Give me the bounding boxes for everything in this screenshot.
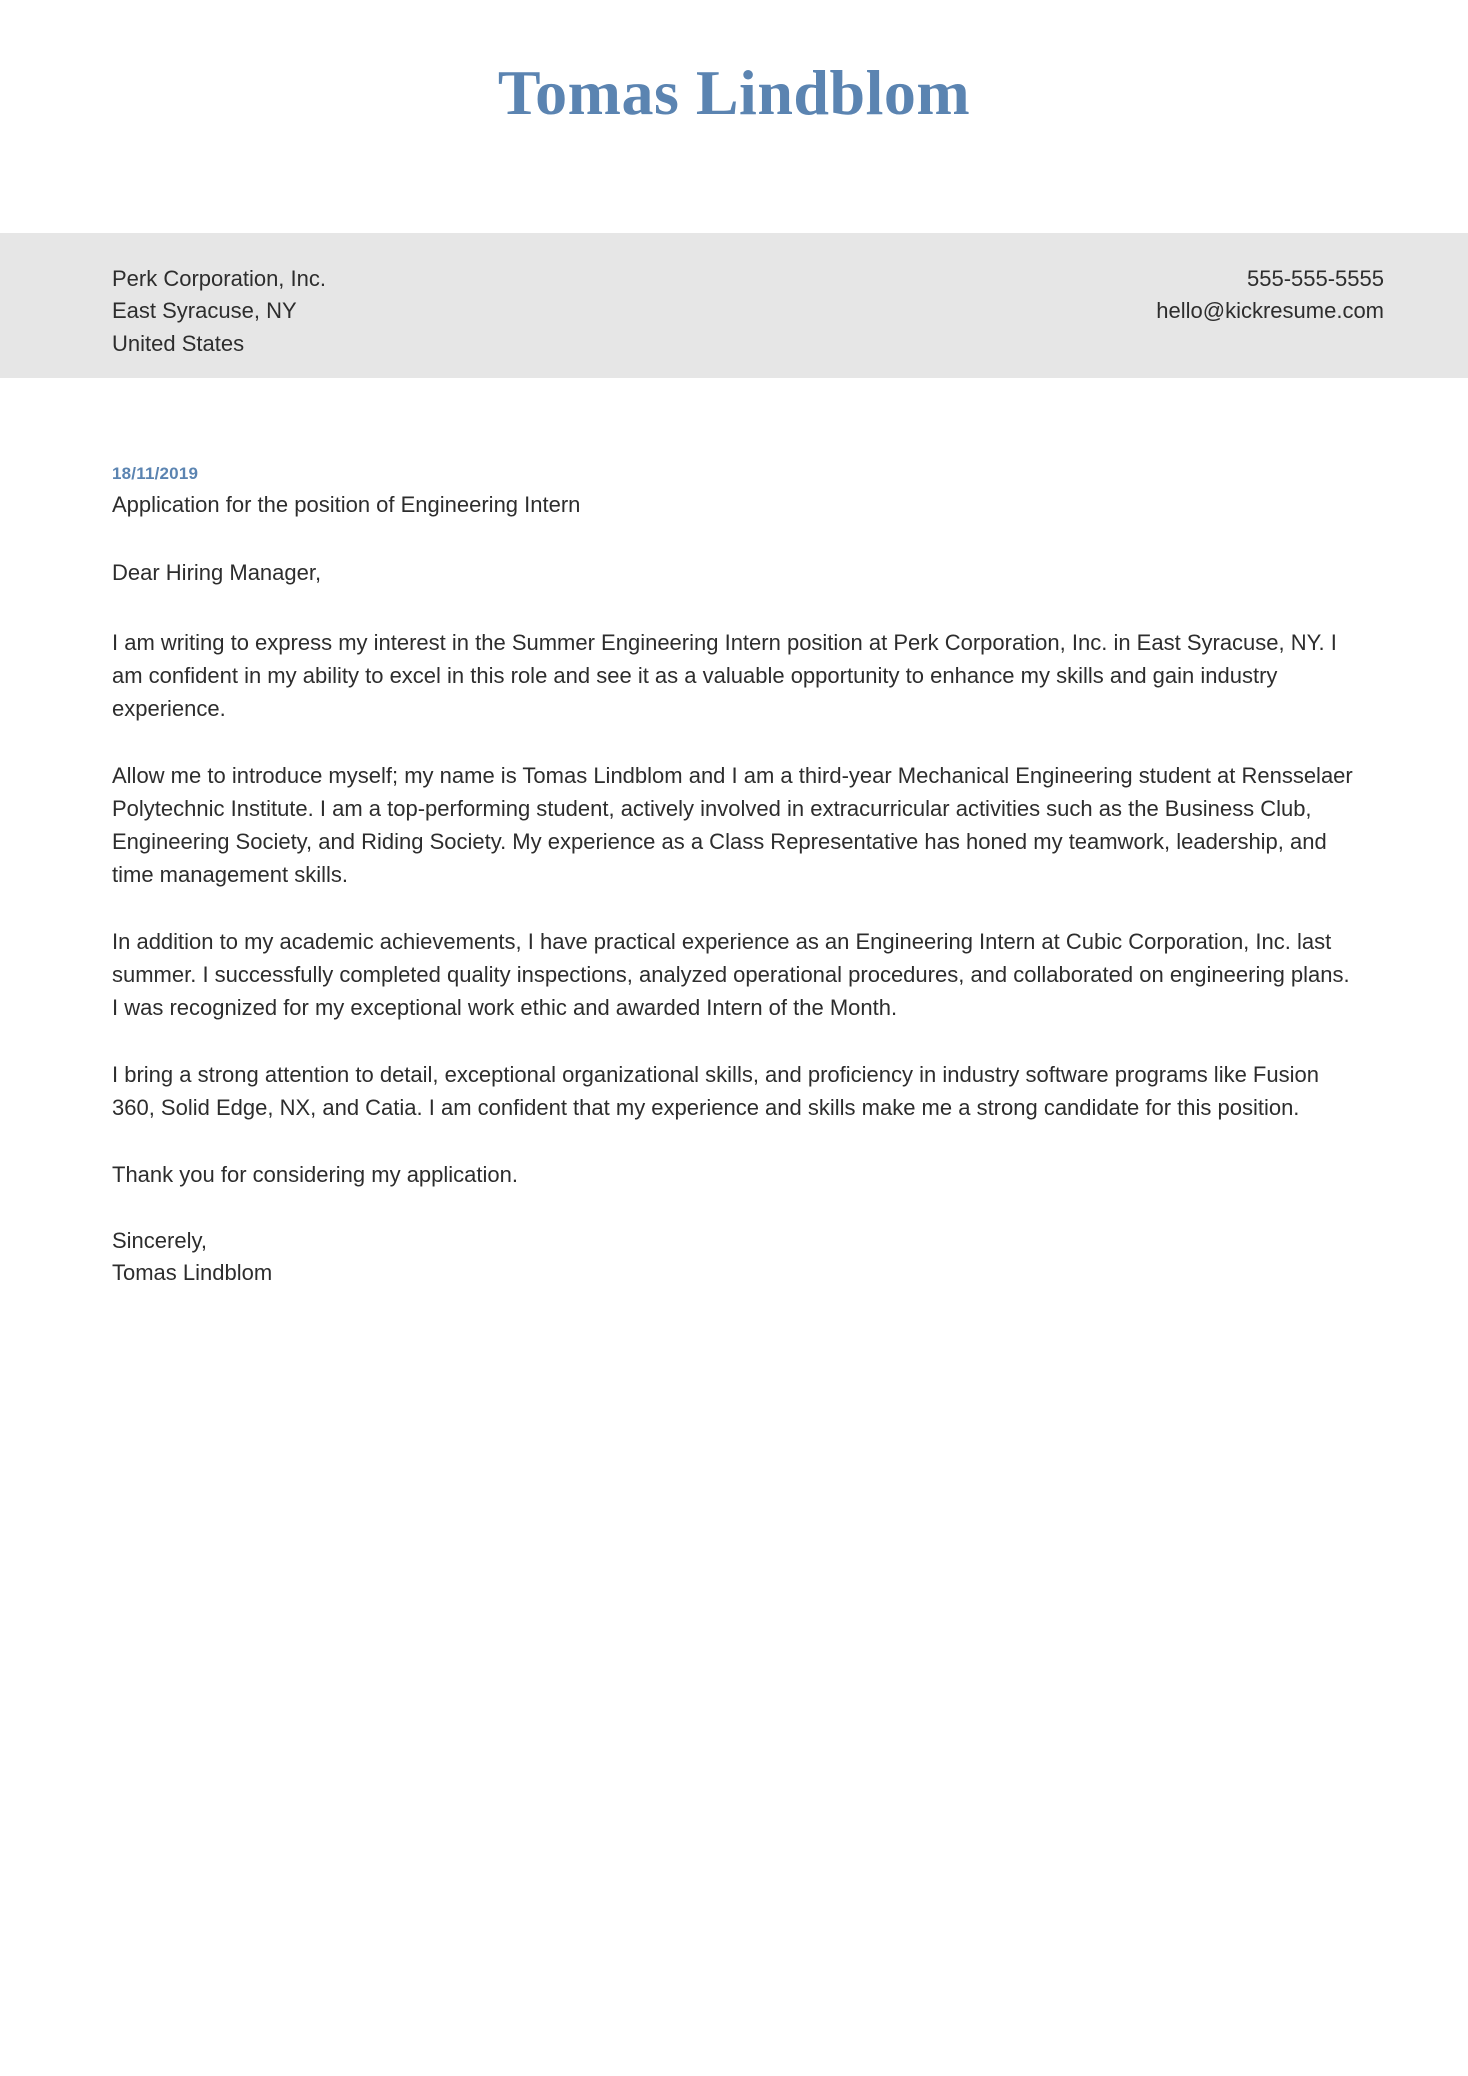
letter-closing-thanks: Thank you for considering my application.	[112, 1161, 518, 1187]
letter-paragraph-3: In addition to my academic achievements, I have practical experience as an Engineering Intern at Cubic Corporation, Inc. last summer. I successfully completed quality inspections, analyzed operational procedures, and collaborated on engineering plans. I was recognized for my exceptional work ethic and awarded Intern of the Month.	[112, 928, 1350, 1020]
recipient-address-block	[112, 263, 326, 360]
signature-block	[112, 1225, 1356, 1289]
letter-paragraph-4: I bring a strong attention to detail, exceptional organizational skills, and proficiency in industry software programs like Fusion 360, Solid Edge, NX, and Catia. I am confident that my experience and skills make me a strong candidate for this position.	[112, 1061, 1319, 1120]
name-header	[0, 0, 1468, 233]
sender-phone[interactable]: 555-555-5555	[1246, 266, 1384, 291]
sender-contact-block	[1156, 263, 1384, 328]
candidate-name: Tomas Lindblom	[497, 56, 971, 128]
letter-paragraph-1: I am writing to express my interest in the Summer Engineering Intern position at Perk Corporation, Inc. in East Syracuse, NY. I am confident in my ability to excel in this role and see it as a valuable opportunity to enhance my skills and gain industry experience.	[112, 629, 1337, 721]
letter-subject: Application for the position of Engineering Intern	[112, 492, 581, 518]
letter-salutation: Dear Hiring Manager,	[112, 560, 322, 586]
signature-name: Tomas Lindblom	[112, 1259, 273, 1285]
sender-email[interactable]: hello@kickresume.com	[1156, 298, 1384, 324]
recipient-company: Perk Corporation, Inc.	[112, 266, 326, 291]
letter-paragraph-2: Allow me to introduce myself; my name is Tomas Lindblom and I am a third-year Mechanical Engineering student at Rensselaer Polytechnic Institute. I am a top-performing student, actively involved in extracurricular activities such as the Business Club, Engineering Society, and Riding Society. My experience as a Class Representative has honed my teamwork, leadership, and time management skills.	[112, 762, 1353, 887]
letter-date: 18/11/2019	[112, 464, 199, 483]
recipient-country: United States	[112, 330, 245, 356]
contact-band	[0, 233, 1468, 378]
letter-body	[0, 378, 1468, 1289]
valediction: Sincerely,	[112, 1227, 207, 1253]
recipient-city-state: East Syracuse, NY	[112, 298, 297, 324]
